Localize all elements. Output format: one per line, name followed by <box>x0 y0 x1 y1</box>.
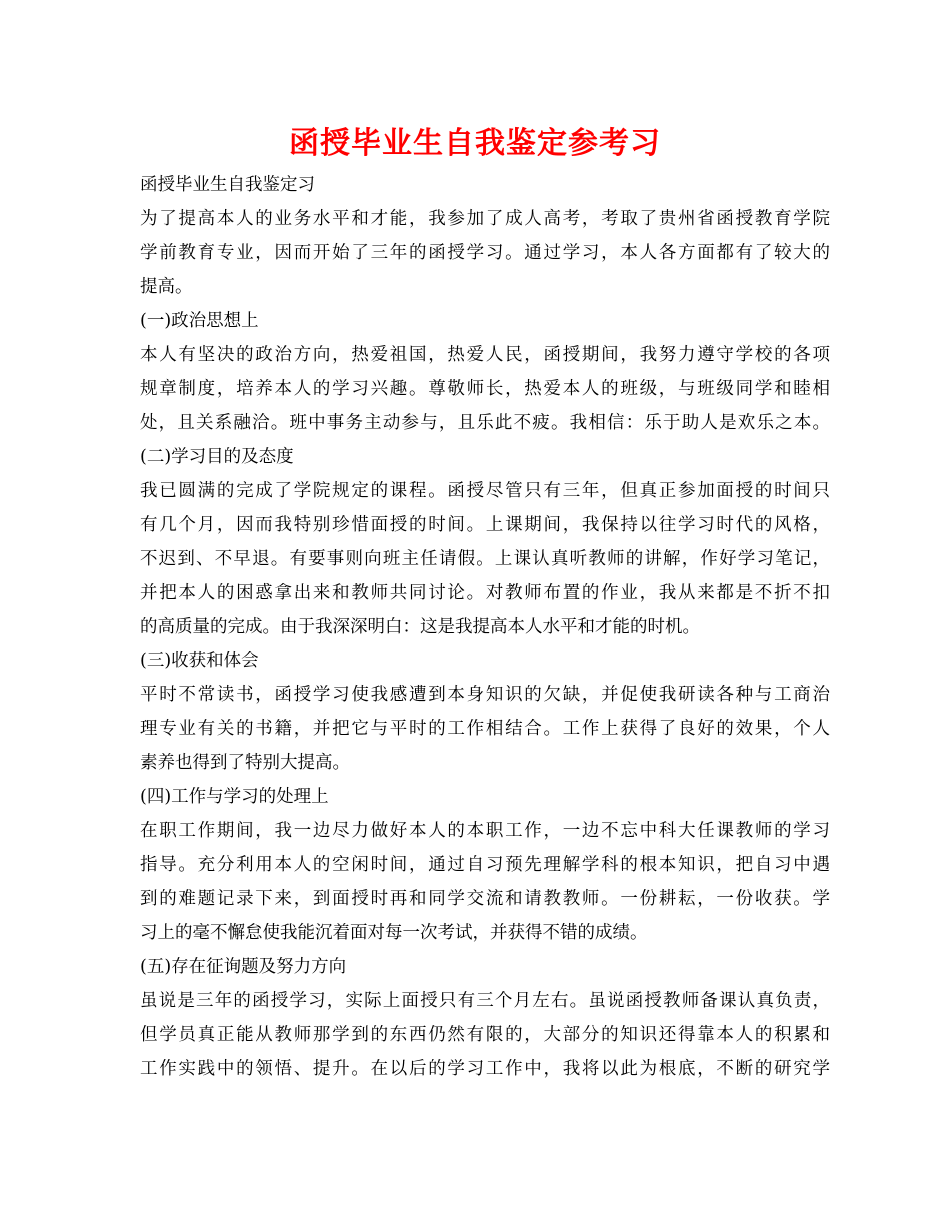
section-paragraph <box>140 984 830 1086</box>
text-line: 平时不常读书，函授学习使我感遭到本身知识的欠缺，并促使我研读各种与工商治 <box>140 685 830 705</box>
text-line: 为了提高本人的业务水平和才能，我参加了成人高考，考取了贵州省函授教育学院 <box>140 209 830 229</box>
text-line: 但学员真正能从教师那学到的东西仍然有限的，大部分的知识还得靠本人的积累和 <box>140 1025 830 1045</box>
text-line: 提高。 <box>140 277 193 297</box>
section-heading <box>140 780 830 814</box>
text-line: 工作实践中的领悟、提升。在以后的学习工作中，我将以此为根底，不断的研究学 <box>140 1059 830 1079</box>
text-line: 指导。充分利用本人的空闲时间，通过自习预先理解学科的根本知识，把自习中遇 <box>140 855 830 875</box>
text-line: 的高质量的完成。由于我深深明白：这是我提高本人水平和才能的时机。 <box>140 617 700 637</box>
text-line: 不迟到、不早退。有要事则向班主任请假。上课认真听教师的讲解，作好学习笔记， <box>140 549 830 569</box>
text-line: 并把本人的困惑拿出来和教师共同讨论。对教师布置的作业，我从来都是不折不扣 <box>140 583 830 603</box>
text-line: 虽说是三年的函授学习，实际上面授只有三个月左右。虽说函授教师备课认真负责， <box>140 991 830 1011</box>
text-line: 在职工作期间，我一边尽力做好本人的本职工作，一边不忘中科大任课教师的学习 <box>140 821 830 841</box>
text-line: 处，且关系融洽。班中事务主动参与，且乐此不疲。我相信：乐于助人是欢乐之本。 <box>140 413 830 433</box>
section-paragraph <box>140 338 830 440</box>
text-line: (三)收获和体会 <box>140 651 259 671</box>
text-line: (一)政治思想上 <box>140 311 259 331</box>
section-heading <box>140 950 830 984</box>
text-line: (五)存在征询题及努力方向 <box>140 957 347 977</box>
text-line: (二)学习目的及态度 <box>140 447 294 467</box>
section-paragraph <box>140 814 830 950</box>
text-line: 规章制度，培养本人的学习兴趣。尊敬师长，热爱本人的班级，与班级同学和睦相 <box>140 379 830 399</box>
text-line: 函授毕业生自我鉴定习 <box>140 175 315 195</box>
document-subtitle <box>140 168 830 202</box>
text-line: 理专业有关的书籍，并把它与平时的工作相结合。工作上获得了良好的效果，个人 <box>140 719 830 739</box>
document-body <box>140 168 830 1086</box>
section-paragraph <box>140 678 830 780</box>
section-paragraph <box>140 474 830 644</box>
text-line: 到的难题记录下来，到面授时再和同学交流和请教教师。一份耕耘，一份收获。学 <box>140 889 830 909</box>
text-line: (四)工作与学习的处理上 <box>140 787 329 807</box>
text-line: 习上的毫不懈怠使我能沉着面对每一次考试，并获得不错的成绩。 <box>140 923 648 943</box>
document-title: 函授毕业生自我鉴定参考习 <box>289 126 661 161</box>
section-heading <box>140 304 830 338</box>
text-line: 学前教育专业，因而开始了三年的函授学习。通过学习，本人各方面都有了较大的 <box>140 243 830 263</box>
text-line: 有几个月，因而我特别珍惜面授的时间。上课期间，我保持以往学习时代的风格， <box>140 515 830 535</box>
text-line: 我已圆满的完成了学院规定的课程。函授尽管只有三年，但真正参加面授的时间只 <box>140 481 830 501</box>
section-heading <box>140 440 830 474</box>
text-line: 本人有坚决的政治方向，热爱祖国，热爱人民，函授期间，我努力遵守学校的各项 <box>140 345 830 365</box>
intro-paragraph <box>140 202 830 304</box>
text-line: 素养也得到了特别大提高。 <box>140 753 350 773</box>
section-heading <box>140 644 830 678</box>
